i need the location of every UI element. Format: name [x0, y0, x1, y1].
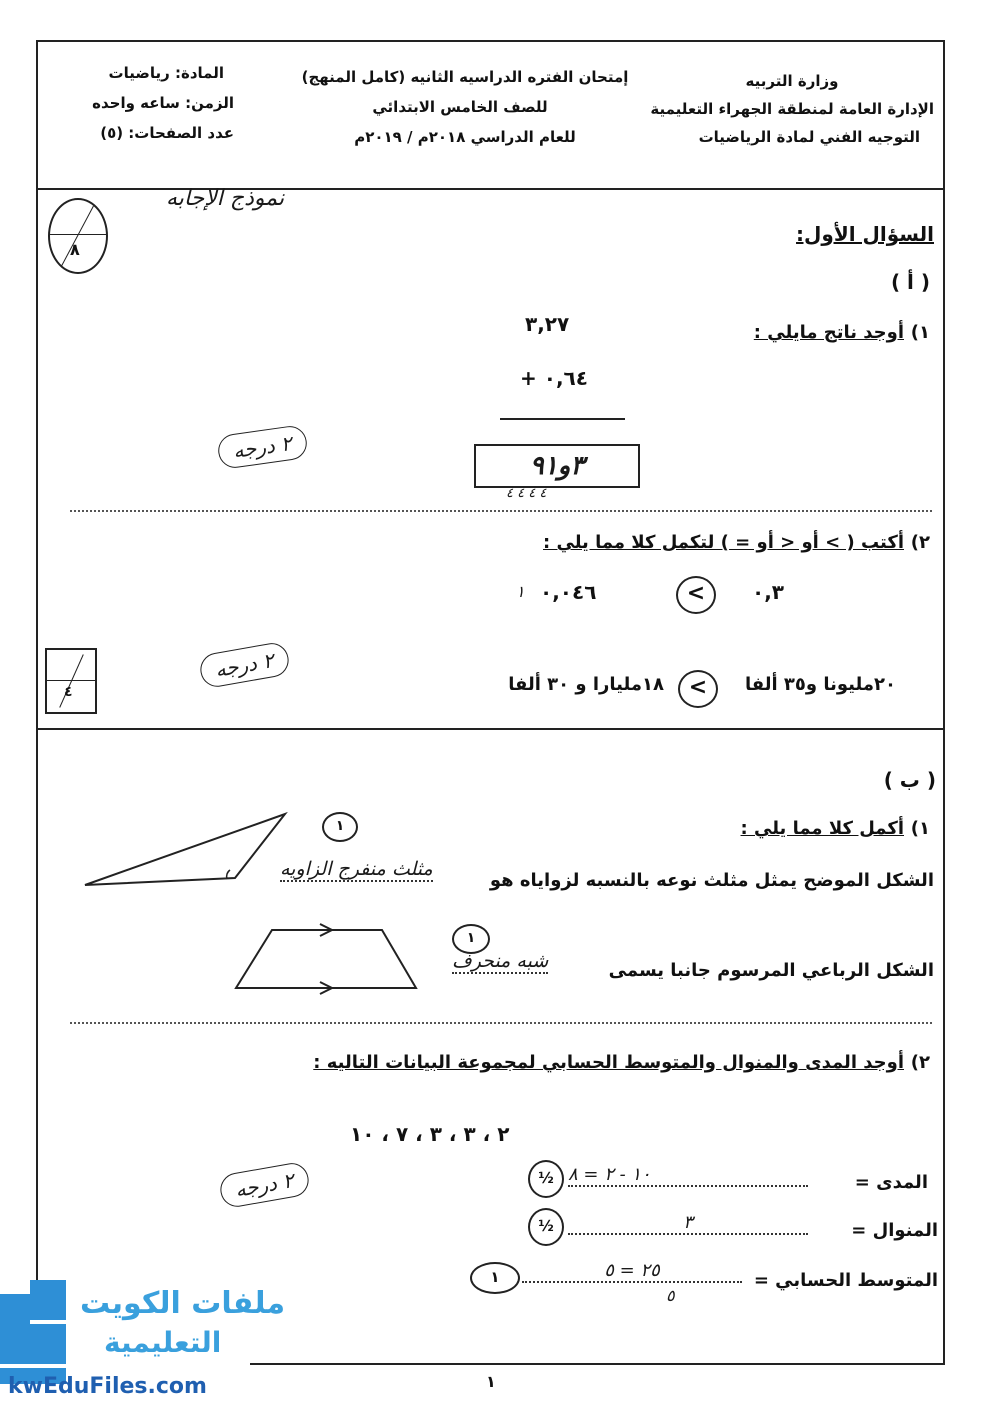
pages-label: عدد الصفحات: (٥): [100, 124, 234, 142]
q2b-text: أوجد المدى والمنوال والمتوسط الحسابي لمجموعة البيانات التاليه :: [313, 1052, 904, 1073]
sum-line: [500, 418, 625, 420]
q1a-number: ١): [910, 322, 930, 343]
q2a-number: ٢): [910, 532, 930, 553]
header-department: التوجيه الفني لمادة الرياضيات: [698, 128, 920, 146]
mark-circle-tri: ١: [322, 812, 358, 842]
carry-scratch: ٤ ٤ ٤ ٤: [506, 486, 547, 501]
q2a-text: أكتب ( > أو < أو = ) لتكمل كلا مما يلي :: [543, 532, 904, 553]
score-part: ٤: [64, 684, 73, 700]
obtuse-triangle-figure: [80, 808, 290, 890]
trapezoid-figure: [232, 920, 422, 996]
part-a-label: ( أ ): [890, 270, 930, 294]
watermark-line2: التعليمية: [104, 1326, 222, 1359]
range-label: المدى =: [854, 1172, 928, 1193]
compare-1-left: ٠,٠٤٦: [540, 580, 597, 604]
watermark: [0, 1280, 286, 1403]
dotted-divider-2: [70, 1022, 932, 1024]
q2b-number: ٢): [910, 1052, 930, 1073]
q1b-text: أكمل كلا مما يلي :: [740, 818, 904, 839]
compare-1-sign: <: [676, 576, 716, 614]
watermark-line1: ملفات الكويت: [80, 1286, 286, 1321]
page-number: ١: [486, 1372, 496, 1391]
triangle-answer: مثلث منفرج الزاويه: [280, 858, 433, 880]
score-box-part-a: [45, 648, 97, 714]
question-1-title: السؤال الأول:: [796, 222, 934, 246]
header-ministry: وزارة التربيه: [745, 72, 839, 90]
mode-work: ٣: [568, 1212, 808, 1235]
exam-title: إمتحان الفتره الدراسيه الثانيه (كامل المنهج): [301, 68, 629, 86]
exam-grade: للصف الخامس الابتدائي: [372, 98, 548, 116]
compare-2-left: ١٨مليارا و ٣٠ ألفا: [508, 674, 664, 695]
subject-label: المادة: رياضيات: [108, 64, 224, 82]
compare-1-right: ٠,٣: [752, 580, 785, 604]
exam-year: للعام الدراسي ٢٠١٨م / ٢٠١٩م: [354, 128, 576, 146]
time-label: الزمن: ساعه واحده: [92, 94, 234, 112]
score-circle: [48, 198, 108, 274]
compare-2-sign: <: [678, 670, 718, 708]
part-divider: [36, 728, 945, 730]
mode-label: المنوال =: [851, 1220, 938, 1241]
q1a-text: أوجد ناتج مايلي :: [753, 322, 904, 343]
sum-result-box: [474, 444, 640, 488]
mean-work: ٢٥ = ٥: [522, 1260, 742, 1283]
watermark-url: kwEduFiles.com: [8, 1374, 207, 1399]
grade-mark-3: ٢ درجه: [218, 1161, 311, 1210]
q1b-number: ١): [910, 818, 930, 839]
addend-2: ٠,٦٤ +: [520, 366, 588, 390]
trapezoid-question: الشكل الرباعي المرسوم جانبا يسمى: [608, 960, 934, 981]
score-total: ٨: [70, 240, 80, 259]
grade-mark-2: ٢ درجه: [198, 641, 291, 690]
part-b-label: ( ب ): [883, 768, 936, 792]
tick-mark-1: ١: [516, 582, 525, 601]
range-mark: ½: [528, 1160, 564, 1198]
dotted-divider-1: [70, 510, 932, 512]
mode-mark: ½: [528, 1208, 564, 1246]
range-work: ١٠ - ٢ = ٨: [568, 1164, 808, 1187]
mean-denominator: ٥: [666, 1286, 675, 1305]
trapezoid-answer: شبه منحرف: [452, 950, 549, 972]
model-answer-note: نموذج الإجابه: [166, 186, 285, 211]
data-set: ٢ ، ٣ ، ٣ ، ٧ ، ١٠: [350, 1122, 510, 1146]
mark-circle-trap: ١: [452, 924, 490, 954]
header-directorate: الإدارة العامة لمنطقة الجهراء التعليمية: [650, 100, 934, 118]
triangle-question: الشكل الموضح يمثل مثلث نوعه بالنسبه لزواياه هو: [489, 870, 934, 891]
sum-result: ٣و٩١: [529, 451, 585, 481]
mean-mark: ١: [470, 1262, 520, 1294]
mean-label: المتوسط الحسابي =: [753, 1270, 938, 1291]
addend-1: ٣,٢٧: [525, 312, 570, 336]
compare-2-right: ٢٠مليونا و٣٥ ألفا: [745, 674, 896, 695]
grade-mark-1: ٢ درجه: [216, 424, 309, 470]
